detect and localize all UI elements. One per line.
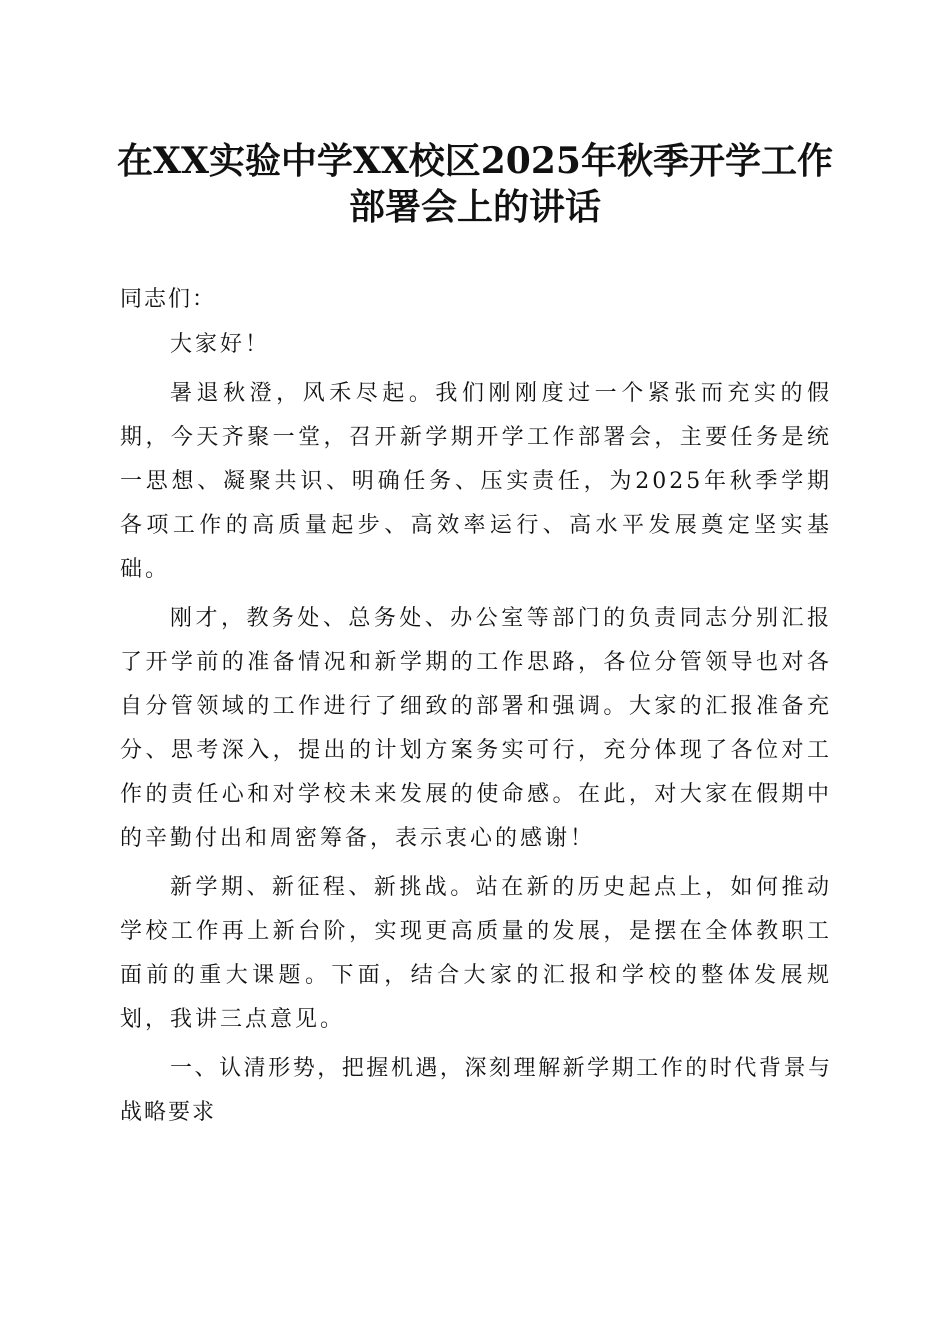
greeting-paragraph: 大家好！ bbox=[170, 332, 271, 357]
salutation: 同志们： bbox=[120, 287, 217, 312]
section-heading-1: 一、认清形势，把握机遇，深刻理解新学期工作的时代背景与战略要求 bbox=[120, 1056, 832, 1125]
document-title-line-1: 在XX实验中学XX校区2025年秋季开学工作 bbox=[117, 140, 833, 182]
transition-paragraph: 新学期、新征程、新挑战。站在新的历史起点上，如何推动学校工作再上新台阶，实现更高质量的发展，是摆在全体教职工面前的重大课题。下面，结合大家的汇报和学校的整体发展规划，我讲三点意见。 bbox=[120, 875, 832, 1032]
opening-paragraph: 暑退秋澄，风禾尽起。我们刚刚度过一个紧张而充实的假期，今天齐聚一堂，召开新学期开学工作部署会，主要任务是统一思想、凝聚共识、明确任务、压实责任，为2025年秋季学期各项工作的高质量起步、高效率运行、高水平发展奠定坚实基础。 bbox=[120, 381, 832, 582]
document-title-line-2: 部署会上的讲话 bbox=[348, 186, 601, 228]
acknowledgement-paragraph: 刚才，教务处、总务处、办公室等部门的负责同志分别汇报了开学前的准备情况和新学期的工作思路，各位分管领导也对各自分管领域的工作进行了细致的部署和强调。大家的汇报准备充分、思考深入，提出的计划方案务实可行，充分体现了各位对工作的责任心和对学校未来发展的使命感。在此，对大家在假期中的辛勤付出和周密筹备，表示衷心的感谢！ bbox=[120, 606, 832, 851]
speech-body bbox=[120, 323, 832, 1135]
